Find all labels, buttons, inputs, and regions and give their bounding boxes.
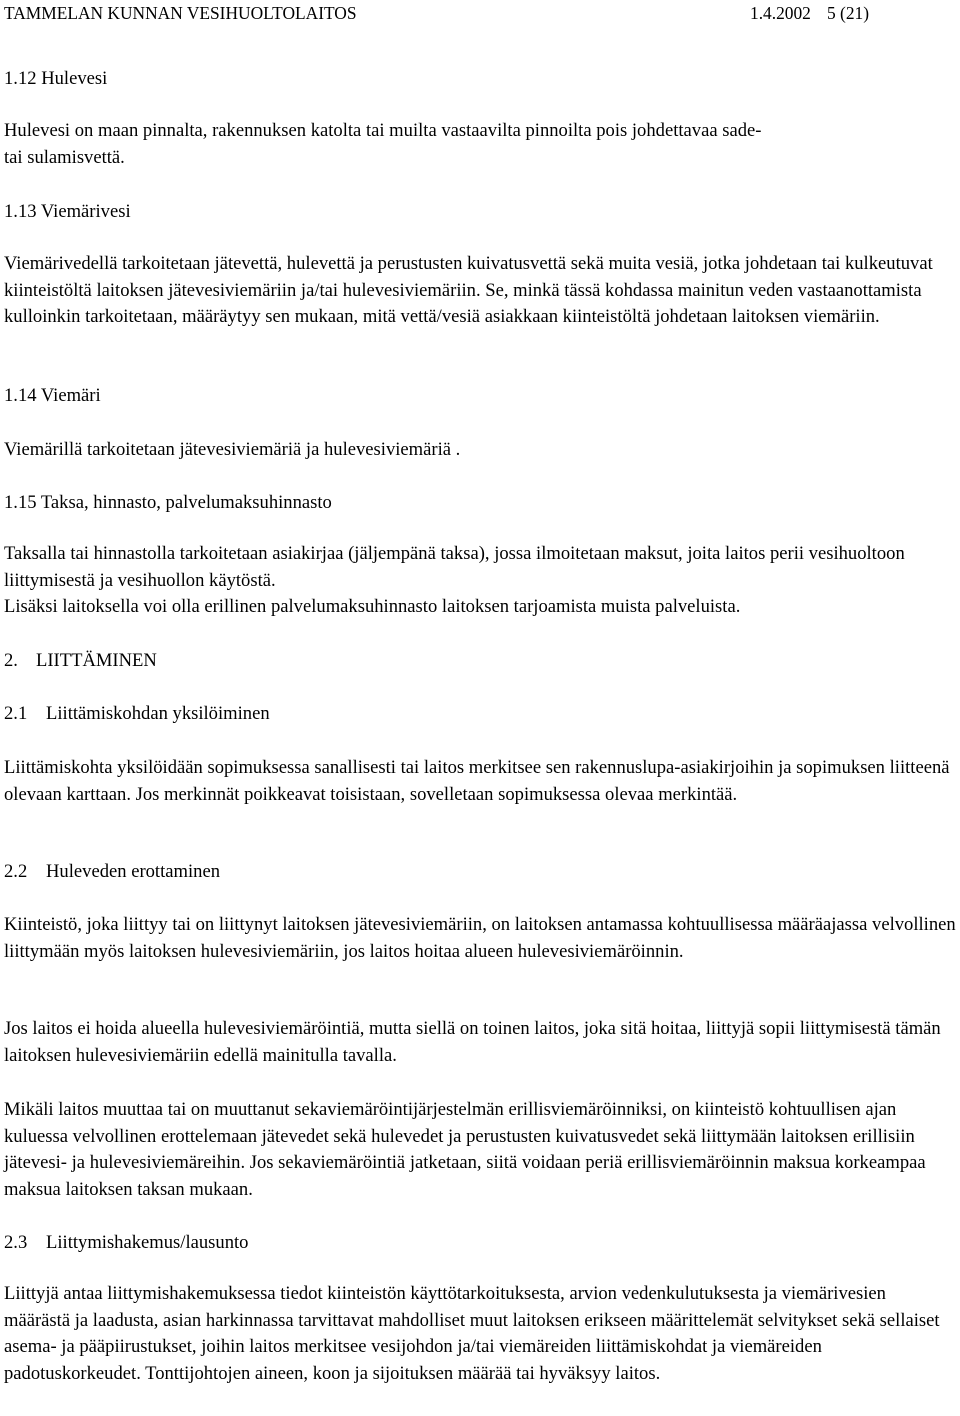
- section-title: Huleveden erottaminen: [46, 861, 220, 882]
- header-date: 1.4.2002: [750, 3, 811, 23]
- section-heading: [4, 1230, 956, 1257]
- paragraph: Taksalla tai hinnastolla tarkoitetaan asiakirjaa (jäljempänä taksa), jossa ilmoitetaan maksut, joita laitos perii vesihuoltoon liittymisestä ja vesihuollon käytöstä.: [4, 543, 905, 591]
- section-2-1-body: [4, 755, 956, 808]
- section-2-1: [4, 701, 956, 728]
- section-title: Liittymishakemus/lausunto: [46, 1232, 249, 1253]
- header-page-number: 5 (21): [827, 3, 870, 23]
- section-number: 1.14: [4, 385, 37, 406]
- section-number: 2.3: [4, 1232, 28, 1253]
- section-2-3: [4, 1230, 956, 1257]
- paragraph: Viemärivedellä tarkoitetaan jätevettä, hulevettä ja perustusten kuivatusvettä sekä muita vesiä, jotka johdetaan tai kulkeutuvat kiinteistöltä laitoksen jätevesiviemäriin ja/tai hulevesiviemäriin. Se, minkä tässä kohdassa mainitun veden vastaanottamista kulloinkin tarkoitetaan, määräytyy sen mukaan, mitä vettä/vesiä asiakkaan kiinteistöltä johdetaan laitoksen viemäriin.: [4, 253, 933, 328]
- section-title: LIITTÄMINEN: [36, 650, 157, 671]
- section-title: Taksa, hinnasto, palvelumaksuhinnasto: [40, 492, 332, 513]
- section-2-3-body: [4, 1281, 956, 1387]
- section-heading: [4, 66, 956, 93]
- section-heading: [4, 383, 956, 410]
- section-2-2: [4, 859, 956, 886]
- section-number: 1.13: [4, 201, 37, 222]
- section-number: 2.: [4, 650, 18, 671]
- paragraph: Kiinteistö, joka liittyy tai on liittynyt laitoksen jätevesiviemäriin, on laitoksen antamassa kohtuullisessa määräajassa velvollinen liittymään myös laitoksen hulevesiviemäriin, jos laitos hoitaa alueen hulevesiviemäröinnin.: [4, 914, 956, 962]
- paragraph: Hulevesi on maan pinnalta, rakennuksen katolta tai muilta vastaavilta pinnoilta pois johdettavaa sade- tai sulamisvettä.: [4, 120, 762, 168]
- paragraph: Jos laitos ei hoida alueella hulevesiviemäröintiä, mutta siellä on toinen laitos, joka sitä hoitaa, liittyjä sopii liittymisestä tämän laitoksen hulevesiviemäriin edellä mainitulla tavalla.: [4, 1018, 941, 1066]
- section-1-14-body: [4, 437, 956, 464]
- section-number: 1.12: [4, 68, 37, 89]
- section-number: 2.1: [4, 703, 28, 724]
- section-heading: [4, 859, 956, 886]
- paragraph: Lisäksi laitoksella voi olla erillinen palvelumaksuhinnasto laitoksen tarjoamista muista palveluista.: [4, 596, 741, 618]
- section-heading: [4, 199, 956, 226]
- section-title: Hulevesi: [41, 68, 108, 89]
- section-2: [4, 648, 956, 675]
- section-2-2-body-2: [4, 1016, 956, 1069]
- section-1-15: [4, 490, 956, 517]
- section-1-15-body: [4, 541, 956, 621]
- page-header: [4, 0, 956, 26]
- section-1-13: [4, 199, 956, 226]
- section-1-12-body: [4, 118, 956, 171]
- section-title: Viemäri: [40, 385, 101, 406]
- section-1-12: [4, 66, 956, 93]
- header-organization: TAMMELAN KUNNAN VESIHUOLTOLAITOS: [4, 3, 357, 23]
- section-number: 1.15: [4, 492, 37, 513]
- section-1-13-body: [4, 251, 956, 331]
- section-heading: [4, 490, 956, 517]
- paragraph: Viemärillä tarkoitetaan jätevesiviemäriä ja hulevesiviemäriä .: [4, 439, 461, 460]
- section-2-2-body-3: [4, 1097, 956, 1203]
- section-title: Viemärivesi: [40, 201, 131, 222]
- section-heading: [4, 648, 956, 675]
- paragraph: Liittyjä antaa liittymishakemuksessa tiedot kiinteistön käyttötarkoituksesta, arvion vedenkulutuksesta ja viemärivesien määrästä ja laadusta, asian harkinnassa tarvittavat mahdolliset muut laitoksen erikseen määrittelemät selvitykset sekä sellaiset asema- ja pääpiirustukset, joihin laitos merkitsee vesijohdon ja/tai viemäreiden liittämiskohdat ja viemäreiden padotuskorkeudet. Tonttijohtojen aineen, koon ja sijoituksen määrää tai hyväksyy laitos.: [4, 1283, 940, 1384]
- section-title: Liittämiskohdan yksilöiminen: [46, 703, 270, 724]
- document-page: [4, 0, 956, 1384]
- section-1-14: [4, 383, 956, 410]
- paragraph: Mikäli laitos muuttaa tai on muuttanut sekaviemäröintijärjestelmän erillisviemäröinniksi, on kiinteistö kohtuullisen ajan kuluessa velvollinen erottelemaan jätevedet sekä hulevedet ja perustusten kuivatusvedet sekä liittymään laitoksen erillisiin jätevesi- ja hulevesiviemäreihin. Jos sekaviemäröintiä jatketaan, siitä voidaan periä erillisviemäröinnin maksua korkeampaa maksua laitoksen taksan mukaan.: [4, 1099, 926, 1200]
- section-number: 2.2: [4, 861, 28, 882]
- paragraph: Liittämiskohta yksilöidään sopimuksessa sanallisesti tai laitos merkitsee sen rakennuslupa-asiakirjoihin ja sopimuksen liitteenä olevaan karttaan. Jos merkinnät poikkeavat toisistaan, sovelletaan sopimuksessa olevaa merkintää.: [4, 757, 950, 805]
- section-2-2-body: [4, 912, 956, 965]
- section-heading: [4, 701, 956, 728]
